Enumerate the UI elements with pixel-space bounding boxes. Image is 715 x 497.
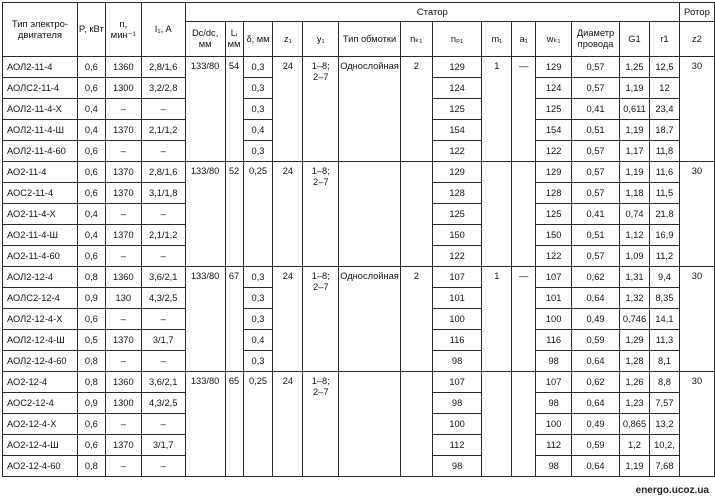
z2-cell: 30 bbox=[679, 372, 714, 477]
current-cell: – bbox=[141, 456, 185, 477]
nz1-cell: 129 bbox=[432, 162, 482, 183]
r1-cell: 21,8 bbox=[649, 204, 679, 225]
speed-cell: 1370 bbox=[105, 183, 141, 204]
header-wire-diameter: Диаметр провода bbox=[572, 22, 620, 57]
wk1-cell: 98 bbox=[536, 456, 572, 477]
r1-cell: 11,6 bbox=[649, 162, 679, 183]
speed-cell: 1370 bbox=[105, 330, 141, 351]
g1-cell: 1,23 bbox=[620, 393, 650, 414]
current-cell: – bbox=[141, 414, 185, 435]
g1-cell: 0,746 bbox=[620, 309, 650, 330]
motor-winding-table bbox=[2, 2, 715, 477]
wire-diameter-cell: 0,64 bbox=[572, 288, 620, 309]
g1-cell: 1,29 bbox=[620, 330, 650, 351]
header-length: Lᵢ мм bbox=[225, 22, 243, 57]
y1-line-1: 1–8; bbox=[311, 61, 330, 71]
motor-type-cell: АОЛ2-11-4-Х bbox=[3, 99, 78, 120]
g1-cell: 1,19 bbox=[620, 78, 650, 99]
winding-type-cell bbox=[339, 372, 401, 477]
header-r1: r1 bbox=[649, 22, 679, 57]
g1-cell: 1,31 bbox=[620, 267, 650, 288]
motor-type-cell: АОЛ2-12-4 bbox=[3, 267, 78, 288]
header-power: P, кВт bbox=[77, 3, 105, 57]
nz1-cell: 100 bbox=[432, 414, 482, 435]
air-gap-cell: 0,3 bbox=[243, 141, 273, 162]
motor-type-cell: АО2-12-4-Ш bbox=[3, 435, 78, 456]
wk1-cell: 116 bbox=[536, 330, 572, 351]
speed-cell: 130 bbox=[105, 288, 141, 309]
nz1-cell: 98 bbox=[432, 456, 482, 477]
speed-cell: – bbox=[105, 456, 141, 477]
motor-type-cell: АОЛС2-12-4 bbox=[3, 288, 78, 309]
wire-diameter-cell: 0,57 bbox=[572, 162, 620, 183]
g1-cell: 1,19 bbox=[620, 162, 650, 183]
power-cell: 0,6 bbox=[77, 246, 105, 267]
length-cell: 54 bbox=[225, 57, 243, 162]
wk1-cell: 154 bbox=[536, 120, 572, 141]
header-y1: y₁ bbox=[303, 22, 339, 57]
nz1-cell: 129 bbox=[432, 57, 482, 78]
r1-cell: 9,4 bbox=[649, 267, 679, 288]
wire-diameter-cell: 0,57 bbox=[572, 246, 620, 267]
nk1-cell: 2 bbox=[400, 267, 432, 372]
r1-cell: 11,8 bbox=[649, 141, 679, 162]
current-cell: – bbox=[141, 246, 185, 267]
power-cell: 0,6 bbox=[77, 309, 105, 330]
header-nk1: nₖ₁ bbox=[400, 22, 432, 57]
current-cell: 4,3/2,5 bbox=[141, 288, 185, 309]
g1-cell: 1,25 bbox=[620, 57, 650, 78]
motor-type-cell: АОЛ2-12-4-Х bbox=[3, 309, 78, 330]
speed-cell: – bbox=[105, 99, 141, 120]
wire-diameter-cell: 0,62 bbox=[572, 267, 620, 288]
wire-diameter-cell: 0,57 bbox=[572, 57, 620, 78]
y1-cell bbox=[303, 57, 339, 162]
air-gap-cell: 0,3 bbox=[243, 57, 273, 78]
wk1-cell: 129 bbox=[536, 162, 572, 183]
length-cell: 67 bbox=[225, 267, 243, 372]
g1-cell: 1,18 bbox=[620, 183, 650, 204]
g1-cell: 0,865 bbox=[620, 414, 650, 435]
wk1-cell: 124 bbox=[536, 78, 572, 99]
y1-line-2: 2–7 bbox=[313, 72, 329, 82]
air-gap-cell: 0,4 bbox=[243, 330, 273, 351]
power-cell: 0,4 bbox=[77, 204, 105, 225]
y1-line-2: 2–7 bbox=[313, 177, 329, 187]
air-gap-cell: 0,3 bbox=[243, 351, 273, 372]
motor-type-cell: АОЛ2-12-4-60 bbox=[3, 351, 78, 372]
motor-type-cell: АО2-12-4-60 bbox=[3, 456, 78, 477]
nz1-cell: 98 bbox=[432, 393, 482, 414]
air-gap-cell: 0,3 bbox=[243, 288, 273, 309]
current-cell: 4,3/2,5 bbox=[141, 393, 185, 414]
r1-cell: 23,4 bbox=[649, 99, 679, 120]
motor-type-cell: АО2-11-4-Ш bbox=[3, 225, 78, 246]
wire-diameter-cell: 0,59 bbox=[572, 330, 620, 351]
motor-type-cell: АО2-12-4 bbox=[3, 372, 78, 393]
current-cell: – bbox=[141, 204, 185, 225]
g1-cell: 1,12 bbox=[620, 225, 650, 246]
header-speed: n, мин⁻¹ bbox=[105, 3, 141, 57]
winding-type-cell: Однослойная bbox=[339, 267, 401, 372]
m1-cell: 1 bbox=[482, 57, 512, 162]
wire-diameter-cell: 0,51 bbox=[572, 225, 620, 246]
wk1-cell: 128 bbox=[536, 183, 572, 204]
wk1-cell: 100 bbox=[536, 309, 572, 330]
r1-cell: 14,1 bbox=[649, 309, 679, 330]
r1-cell: 12,5 bbox=[649, 57, 679, 78]
speed-cell: – bbox=[105, 414, 141, 435]
speed-cell: 1300 bbox=[105, 78, 141, 99]
table-row bbox=[3, 57, 715, 78]
nz1-cell: 107 bbox=[432, 267, 482, 288]
g1-cell: 1,26 bbox=[620, 372, 650, 393]
speed-cell: – bbox=[105, 309, 141, 330]
current-cell: 2,8/1,6 bbox=[141, 162, 185, 183]
current-cell: 3/1,7 bbox=[141, 330, 185, 351]
y1-cell bbox=[303, 162, 339, 267]
motor-type-cell: АО2-11-4-60 bbox=[3, 246, 78, 267]
r1-cell: 8,35 bbox=[649, 288, 679, 309]
z2-cell: 30 bbox=[679, 57, 714, 162]
motor-type-cell: АОЛ2-11-4 bbox=[3, 57, 78, 78]
power-cell: 0,4 bbox=[77, 120, 105, 141]
a1-cell: — bbox=[512, 57, 536, 162]
current-cell: 3/1,7 bbox=[141, 435, 185, 456]
wk1-cell: 122 bbox=[536, 246, 572, 267]
header-wk1: wₖ₁ bbox=[536, 22, 572, 57]
wk1-cell: 129 bbox=[536, 57, 572, 78]
header-motor-type: Тип электро-двигателя bbox=[3, 3, 78, 57]
current-cell: 2,1/1,2 bbox=[141, 225, 185, 246]
g1-cell: 1,19 bbox=[620, 456, 650, 477]
wk1-cell: 101 bbox=[536, 288, 572, 309]
nz1-cell: 107 bbox=[432, 372, 482, 393]
nz1-cell: 125 bbox=[432, 99, 482, 120]
power-cell: 0,5 bbox=[77, 330, 105, 351]
header-winding-type: Тип обмотки bbox=[339, 22, 401, 57]
power-cell: 0,6 bbox=[77, 435, 105, 456]
nz1-cell: 154 bbox=[432, 120, 482, 141]
nz1-cell: 100 bbox=[432, 309, 482, 330]
table-row bbox=[3, 267, 715, 288]
a1-cell bbox=[512, 162, 536, 267]
z2-cell: 30 bbox=[679, 162, 714, 267]
y1-line-2: 2–7 bbox=[313, 282, 329, 292]
wk1-cell: 112 bbox=[536, 435, 572, 456]
z1-cell: 24 bbox=[273, 57, 303, 162]
motor-type-cell: АОЛ2-12-4-Ш bbox=[3, 330, 78, 351]
nk1-cell: 2 bbox=[400, 57, 432, 162]
wk1-cell: 125 bbox=[536, 99, 572, 120]
wk1-cell: 98 bbox=[536, 393, 572, 414]
y1-line-1: 1–8; bbox=[311, 166, 330, 176]
speed-cell: 1300 bbox=[105, 393, 141, 414]
y1-cell bbox=[303, 372, 339, 477]
header-rotor: Ротор bbox=[679, 3, 714, 22]
current-cell: 3,2/2,8 bbox=[141, 78, 185, 99]
nz1-cell: 128 bbox=[432, 183, 482, 204]
power-cell: 0,8 bbox=[77, 351, 105, 372]
power-cell: 0,4 bbox=[77, 99, 105, 120]
current-cell: 2,1/1,2 bbox=[141, 120, 185, 141]
wire-diameter-cell: 0,41 bbox=[572, 204, 620, 225]
r1-cell: 16,9 bbox=[649, 225, 679, 246]
current-cell: – bbox=[141, 309, 185, 330]
header-air-gap: δ, мм bbox=[243, 22, 273, 57]
air-gap-cell: 0,3 bbox=[243, 99, 273, 120]
y1-line-1: 1–8; bbox=[311, 376, 330, 386]
a1-cell bbox=[512, 372, 536, 477]
y1-line-2: 2–7 bbox=[313, 387, 329, 397]
z1-cell: 24 bbox=[273, 267, 303, 372]
air-gap-cell: 0,3 bbox=[243, 309, 273, 330]
power-cell: 0,8 bbox=[77, 372, 105, 393]
header-g1: G1 bbox=[620, 22, 650, 57]
winding-type-cell: Однослойная bbox=[339, 57, 401, 162]
dc-cell: 133/80 bbox=[185, 267, 225, 372]
nk1-cell bbox=[400, 162, 432, 267]
air-gap-cell: 0,25 bbox=[243, 372, 273, 477]
current-cell: 3,1/1,8 bbox=[141, 183, 185, 204]
power-cell: 0,6 bbox=[77, 57, 105, 78]
wire-diameter-cell: 0,62 bbox=[572, 372, 620, 393]
nz1-cell: 101 bbox=[432, 288, 482, 309]
header-current: I₁, A bbox=[141, 3, 185, 57]
current-cell: 3,6/2,1 bbox=[141, 372, 185, 393]
r1-cell: 7,57 bbox=[649, 393, 679, 414]
winding-type-cell bbox=[339, 162, 401, 267]
length-cell: 52 bbox=[225, 162, 243, 267]
r1-cell: 11,2 bbox=[649, 246, 679, 267]
speed-cell: – bbox=[105, 141, 141, 162]
header-dc: Dc/dc, мм bbox=[185, 22, 225, 57]
current-cell: – bbox=[141, 141, 185, 162]
m1-cell: 1 bbox=[482, 267, 512, 372]
r1-cell: 11,5 bbox=[649, 183, 679, 204]
wk1-cell: 122 bbox=[536, 141, 572, 162]
r1-cell: 8,1 bbox=[649, 351, 679, 372]
r1-cell: 10,2, bbox=[649, 435, 679, 456]
header-nz1: nₚ₁ bbox=[432, 22, 482, 57]
nz1-cell: 98 bbox=[432, 351, 482, 372]
table-row bbox=[3, 162, 715, 183]
wk1-cell: 100 bbox=[536, 414, 572, 435]
g1-cell: 1,09 bbox=[620, 246, 650, 267]
wire-diameter-cell: 0,57 bbox=[572, 183, 620, 204]
wk1-cell: 107 bbox=[536, 267, 572, 288]
m1-cell bbox=[482, 162, 512, 267]
speed-cell: – bbox=[105, 246, 141, 267]
length-cell: 65 bbox=[225, 372, 243, 477]
power-cell: 0,6 bbox=[77, 78, 105, 99]
air-gap-cell: 0,25 bbox=[243, 162, 273, 267]
nz1-cell: 122 bbox=[432, 141, 482, 162]
m1-cell bbox=[482, 372, 512, 477]
nz1-cell: 116 bbox=[432, 330, 482, 351]
power-cell: 0,8 bbox=[77, 456, 105, 477]
speed-cell: 1370 bbox=[105, 162, 141, 183]
table-body bbox=[3, 57, 715, 477]
power-cell: 0,6 bbox=[77, 162, 105, 183]
wire-diameter-cell: 0,59 bbox=[572, 435, 620, 456]
speed-cell: 1360 bbox=[105, 267, 141, 288]
current-cell: 3,6/2,1 bbox=[141, 267, 185, 288]
air-gap-cell: 0,4 bbox=[243, 120, 273, 141]
wire-diameter-cell: 0,57 bbox=[572, 78, 620, 99]
nz1-cell: 124 bbox=[432, 78, 482, 99]
wk1-cell: 150 bbox=[536, 225, 572, 246]
power-cell: 0,6 bbox=[77, 141, 105, 162]
dc-cell: 133/80 bbox=[185, 162, 225, 267]
r1-cell: 11,3 bbox=[649, 330, 679, 351]
wk1-cell: 98 bbox=[536, 351, 572, 372]
g1-cell: 1,32 bbox=[620, 288, 650, 309]
wire-diameter-cell: 0,64 bbox=[572, 393, 620, 414]
wire-diameter-cell: 0,51 bbox=[572, 120, 620, 141]
motor-type-cell: АОС2-11-4 bbox=[3, 183, 78, 204]
a1-cell: — bbox=[512, 267, 536, 372]
current-cell: 2,8/1,6 bbox=[141, 57, 185, 78]
nz1-cell: 112 bbox=[432, 435, 482, 456]
table-row bbox=[3, 372, 715, 393]
wire-diameter-cell: 0,64 bbox=[572, 351, 620, 372]
speed-cell: 1370 bbox=[105, 120, 141, 141]
wire-diameter-cell: 0,49 bbox=[572, 414, 620, 435]
speed-cell: – bbox=[105, 204, 141, 225]
power-cell: 0,6 bbox=[77, 414, 105, 435]
g1-cell: 1,28 bbox=[620, 351, 650, 372]
r1-cell: 18,7 bbox=[649, 120, 679, 141]
current-cell: – bbox=[141, 99, 185, 120]
wire-diameter-cell: 0,57 bbox=[572, 141, 620, 162]
header-z1: z₁ bbox=[273, 22, 303, 57]
speed-cell: – bbox=[105, 351, 141, 372]
header-z2: z2 bbox=[679, 22, 714, 57]
wire-diameter-cell: 0,64 bbox=[572, 456, 620, 477]
motor-type-cell: АО2-11-4 bbox=[3, 162, 78, 183]
motor-type-cell: АОЛ2-11-4-Ш bbox=[3, 120, 78, 141]
nz1-cell: 122 bbox=[432, 246, 482, 267]
r1-cell: 8,8 bbox=[649, 372, 679, 393]
air-gap-cell: 0,3 bbox=[243, 267, 273, 288]
z2-cell: 30 bbox=[679, 267, 714, 372]
g1-cell: 1,17 bbox=[620, 141, 650, 162]
g1-cell: 0,611 bbox=[620, 99, 650, 120]
motor-type-cell: АОЛ2-11-4-60 bbox=[3, 141, 78, 162]
motor-type-cell: АО2-12-4-Х bbox=[3, 414, 78, 435]
speed-cell: 1370 bbox=[105, 435, 141, 456]
g1-cell: 0,74 bbox=[620, 204, 650, 225]
r1-cell: 13,2 bbox=[649, 414, 679, 435]
speed-cell: 1360 bbox=[105, 372, 141, 393]
motor-type-cell: АОС2-12-4 bbox=[3, 393, 78, 414]
wire-diameter-cell: 0,41 bbox=[572, 99, 620, 120]
r1-cell: 12 bbox=[649, 78, 679, 99]
motor-type-cell: АОЛС2-11-4 bbox=[3, 78, 78, 99]
dc-cell: 133/80 bbox=[185, 57, 225, 162]
nz1-cell: 150 bbox=[432, 225, 482, 246]
header-a1: a₁ bbox=[512, 22, 536, 57]
motor-type-cell: АО2-11-4-Х bbox=[3, 204, 78, 225]
y1-line-1: 1–8; bbox=[311, 271, 330, 281]
speed-cell: 1370 bbox=[105, 225, 141, 246]
power-cell: 0,9 bbox=[77, 393, 105, 414]
nk1-cell bbox=[400, 372, 432, 477]
g1-cell: 1,19 bbox=[620, 120, 650, 141]
power-cell: 0,4 bbox=[77, 225, 105, 246]
wk1-cell: 125 bbox=[536, 204, 572, 225]
g1-cell: 1,2 bbox=[620, 435, 650, 456]
z1-cell: 24 bbox=[273, 372, 303, 477]
motor-data-table-sheet bbox=[2, 2, 715, 477]
power-cell: 0,9 bbox=[77, 288, 105, 309]
z1-cell: 24 bbox=[273, 162, 303, 267]
y1-cell bbox=[303, 267, 339, 372]
wk1-cell: 107 bbox=[536, 372, 572, 393]
site-watermark: energo.ucoz.ua bbox=[635, 485, 709, 496]
power-cell: 0,6 bbox=[77, 183, 105, 204]
air-gap-cell: 0,3 bbox=[243, 78, 273, 99]
power-cell: 0,8 bbox=[77, 267, 105, 288]
speed-cell: 1360 bbox=[105, 57, 141, 78]
header-stator: Статор bbox=[185, 3, 679, 22]
current-cell: – bbox=[141, 351, 185, 372]
wire-diameter-cell: 0,49 bbox=[572, 309, 620, 330]
dc-cell: 133/80 bbox=[185, 372, 225, 477]
r1-cell: 7,68 bbox=[649, 456, 679, 477]
header-m1: m₁ bbox=[482, 22, 512, 57]
nz1-cell: 125 bbox=[432, 204, 482, 225]
